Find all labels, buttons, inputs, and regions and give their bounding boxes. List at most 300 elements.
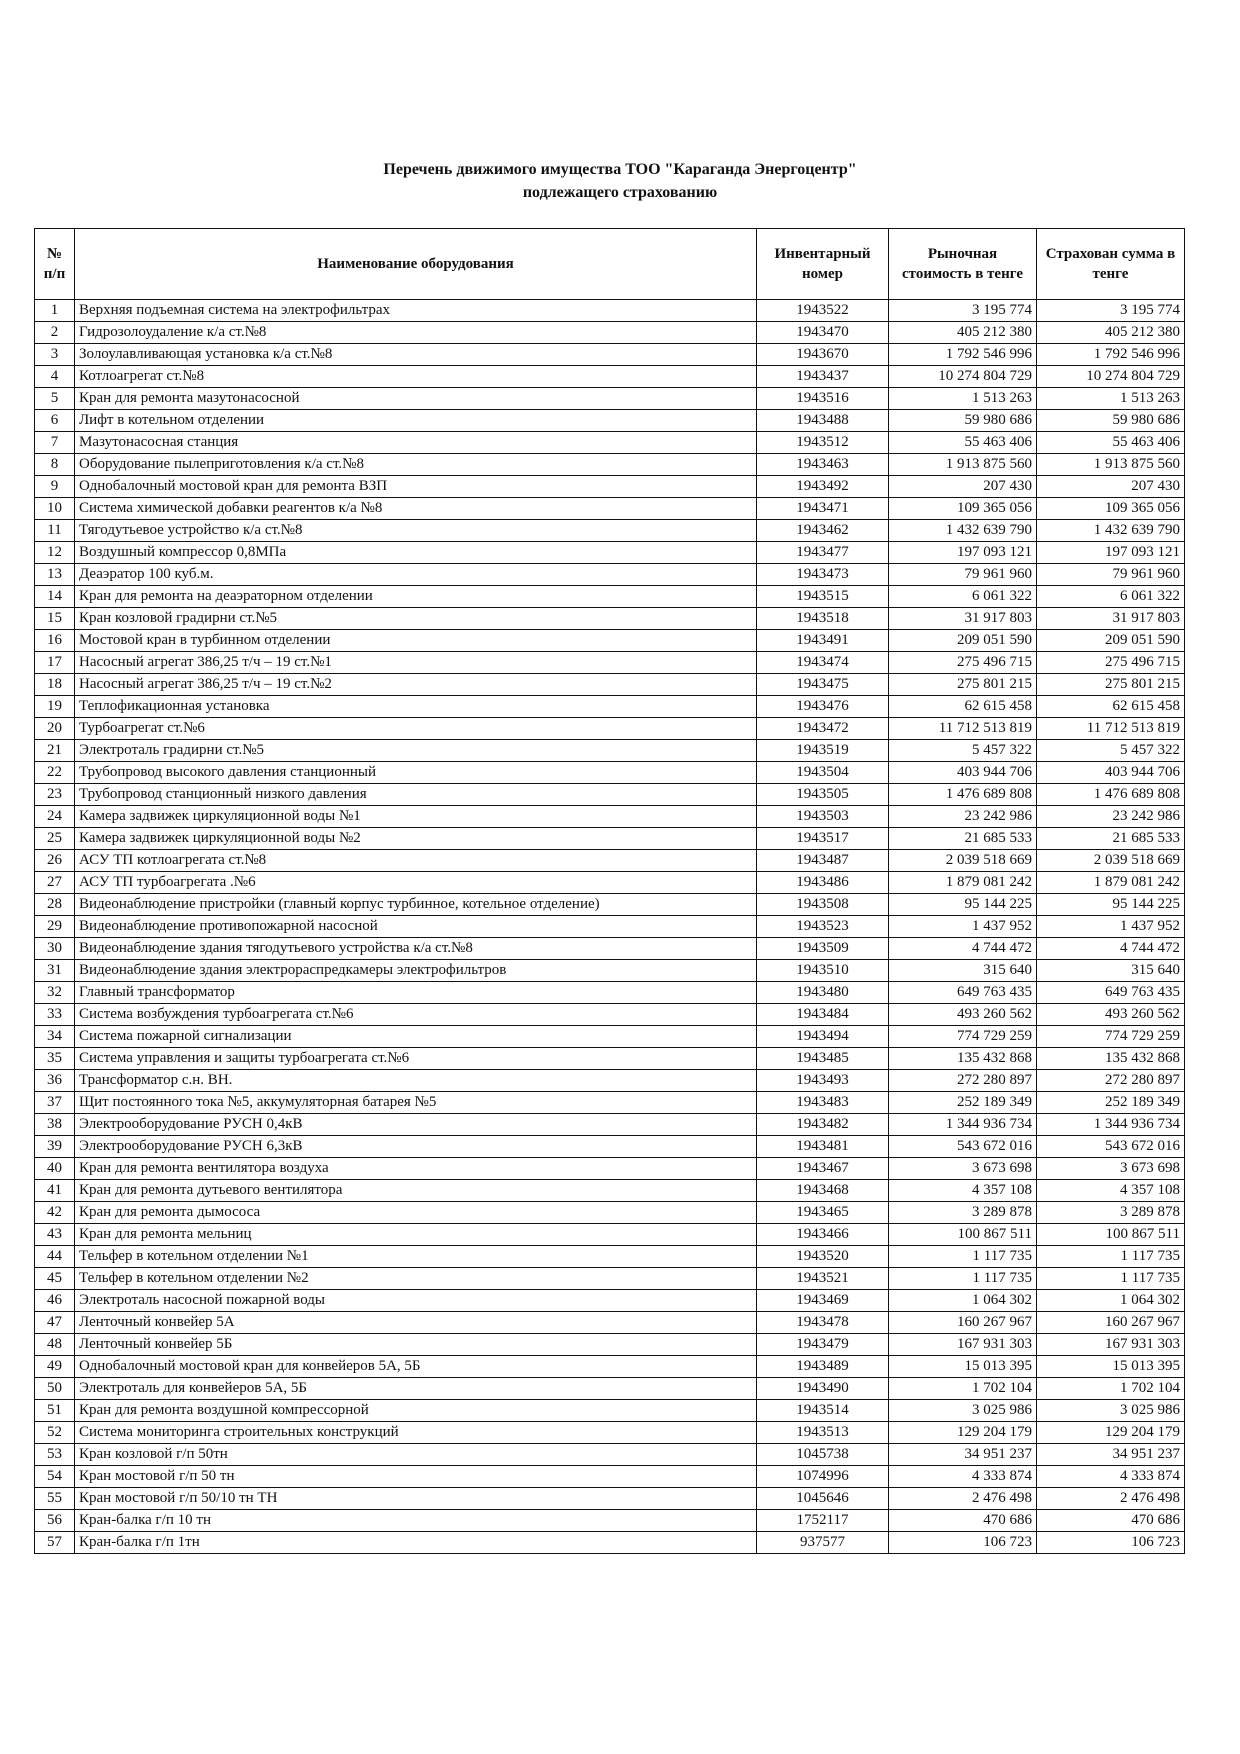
- inventory-number: 1943491: [757, 630, 889, 652]
- insured-sum: 79 961 960: [1037, 564, 1185, 586]
- equipment-name: Ленточный конвейер 5Б: [75, 1334, 757, 1356]
- row-number: 8: [35, 454, 75, 476]
- inventory-number: 937577: [757, 1532, 889, 1554]
- table-header-row: [35, 229, 1185, 300]
- inventory-number: 1943490: [757, 1378, 889, 1400]
- equipment-name: Кран для ремонта дутьевого вентилятора: [75, 1180, 757, 1202]
- market-value: 1 064 302: [889, 1290, 1037, 1312]
- market-value: 197 093 121: [889, 542, 1037, 564]
- market-value: 493 260 562: [889, 1004, 1037, 1026]
- row-number: 3: [35, 344, 75, 366]
- equipment-name: Котлоагрегат ст.№8: [75, 366, 757, 388]
- insured-sum: 59 980 686: [1037, 410, 1185, 432]
- row-number: 25: [35, 828, 75, 850]
- row-number: 7: [35, 432, 75, 454]
- insured-sum: 403 944 706: [1037, 762, 1185, 784]
- inventory-number: 1943485: [757, 1048, 889, 1070]
- market-value: 79 961 960: [889, 564, 1037, 586]
- equipment-name: Теплофикационная установка: [75, 696, 757, 718]
- equipment-name: Кран для ремонта вентилятора воздуха: [75, 1158, 757, 1180]
- equipment-name: Деаэратор 100 куб.м.: [75, 564, 757, 586]
- row-number: 26: [35, 850, 75, 872]
- equipment-name: Кран мостовой г/п 50/10 тн ТН: [75, 1488, 757, 1510]
- inventory-number: 1943522: [757, 300, 889, 322]
- market-value: 160 267 967: [889, 1312, 1037, 1334]
- inventory-number: 1943483: [757, 1092, 889, 1114]
- inventory-number: 1943519: [757, 740, 889, 762]
- market-value: 23 242 986: [889, 806, 1037, 828]
- insured-sum: 31 917 803: [1037, 608, 1185, 630]
- insured-sum: 95 144 225: [1037, 894, 1185, 916]
- inventory-number: 1045646: [757, 1488, 889, 1510]
- inventory-number: 1943475: [757, 674, 889, 696]
- equipment-name: Видеонаблюдение пристройки (главный корпус турбинное, котельное отделение): [75, 894, 757, 916]
- inventory-number: 1943477: [757, 542, 889, 564]
- market-value: 59 980 686: [889, 410, 1037, 432]
- inventory-number: 1943437: [757, 366, 889, 388]
- equipment-name: Кран мостовой г/п 50 тн: [75, 1466, 757, 1488]
- table-row: [35, 344, 1185, 366]
- row-number: 10: [35, 498, 75, 520]
- equipment-name: Электрооборудование РУСН 0,4кВ: [75, 1114, 757, 1136]
- inventory-number: 1943482: [757, 1114, 889, 1136]
- equipment-name: Видеонаблюдение противопожарной насосной: [75, 916, 757, 938]
- market-value: 315 640: [889, 960, 1037, 982]
- header-insured-sum: Страхован сумма в тенге: [1037, 229, 1185, 300]
- table-row: [35, 432, 1185, 454]
- insured-sum: 160 267 967: [1037, 1312, 1185, 1334]
- table-row: [35, 388, 1185, 410]
- equipment-name: Кран для ремонта дымососа: [75, 1202, 757, 1224]
- market-value: 4 333 874: [889, 1466, 1037, 1488]
- row-number: 30: [35, 938, 75, 960]
- table-row: [35, 740, 1185, 762]
- table-row: [35, 1290, 1185, 1312]
- inventory-number: 1943463: [757, 454, 889, 476]
- row-number: 56: [35, 1510, 75, 1532]
- equipment-name: Щит постоянного тока №5, аккумуляторная батарея №5: [75, 1092, 757, 1114]
- market-value: 6 061 322: [889, 586, 1037, 608]
- inventory-number: 1943492: [757, 476, 889, 498]
- market-value: 135 432 868: [889, 1048, 1037, 1070]
- row-number: 33: [35, 1004, 75, 1026]
- table-row: [35, 366, 1185, 388]
- insured-sum: 100 867 511: [1037, 1224, 1185, 1246]
- table-row: [35, 498, 1185, 520]
- title-line-1: Перечень движимого имущества ТОО "Караганда Энергоцентр": [383, 161, 857, 178]
- inventory-number: 1943467: [757, 1158, 889, 1180]
- market-value: 1 792 546 996: [889, 344, 1037, 366]
- insured-sum: 21 685 533: [1037, 828, 1185, 850]
- insured-sum: 1 879 081 242: [1037, 872, 1185, 894]
- row-number: 31: [35, 960, 75, 982]
- table-row: [35, 476, 1185, 498]
- equipment-name: Кран-балка г/п 10 тн: [75, 1510, 757, 1532]
- inventory-number: 1943474: [757, 652, 889, 674]
- inventory-number: 1943510: [757, 960, 889, 982]
- equipment-name: Мазутонасосная станция: [75, 432, 757, 454]
- row-number: 44: [35, 1246, 75, 1268]
- market-value: 62 615 458: [889, 696, 1037, 718]
- market-value: 10 274 804 729: [889, 366, 1037, 388]
- market-value: 95 144 225: [889, 894, 1037, 916]
- row-number: 9: [35, 476, 75, 498]
- market-value: 4 744 472: [889, 938, 1037, 960]
- row-number: 32: [35, 982, 75, 1004]
- table-row: [35, 586, 1185, 608]
- insured-sum: 109 365 056: [1037, 498, 1185, 520]
- row-number: 45: [35, 1268, 75, 1290]
- equipment-name: Электроталь градирни ст.№5: [75, 740, 757, 762]
- insured-sum: 62 615 458: [1037, 696, 1185, 718]
- market-value: 403 944 706: [889, 762, 1037, 784]
- table-row: [35, 1444, 1185, 1466]
- table-row: [35, 1224, 1185, 1246]
- insured-sum: 1 792 546 996: [1037, 344, 1185, 366]
- inventory-number: 1943473: [757, 564, 889, 586]
- market-value: 1 437 952: [889, 916, 1037, 938]
- inventory-number: 1943472: [757, 718, 889, 740]
- row-number: 24: [35, 806, 75, 828]
- insured-sum: 135 432 868: [1037, 1048, 1185, 1070]
- equipment-name: Система управления и защиты турбоагрегата ст.№6: [75, 1048, 757, 1070]
- equipment-name: Турбоагрегат ст.№6: [75, 718, 757, 740]
- market-value: 3 289 878: [889, 1202, 1037, 1224]
- inventory-number: 1943484: [757, 1004, 889, 1026]
- inventory-number: 1943505: [757, 784, 889, 806]
- inventory-number: 1943470: [757, 322, 889, 344]
- table-row: [35, 1312, 1185, 1334]
- equipment-name: Камера задвижек циркуляционной воды №2: [75, 828, 757, 850]
- equipment-name: Кран для ремонта на деаэраторном отделении: [75, 586, 757, 608]
- row-number: 52: [35, 1422, 75, 1444]
- table-row: [35, 784, 1185, 806]
- equipment-name: АСУ ТП котлоагрегата ст.№8: [75, 850, 757, 872]
- market-value: 209 051 590: [889, 630, 1037, 652]
- equipment-name: Трансформатор с.н. ВН.: [75, 1070, 757, 1092]
- market-value: 3 195 774: [889, 300, 1037, 322]
- equipment-name: Кран для ремонта мазутонасосной: [75, 388, 757, 410]
- row-number: 2: [35, 322, 75, 344]
- table-row: [35, 1048, 1185, 1070]
- table-row: [35, 1246, 1185, 1268]
- equipment-name: Система мониторинга строительных конструкций: [75, 1422, 757, 1444]
- insured-sum: 272 280 897: [1037, 1070, 1185, 1092]
- table-row: [35, 1466, 1185, 1488]
- market-value: 5 457 322: [889, 740, 1037, 762]
- insured-sum: 34 951 237: [1037, 1444, 1185, 1466]
- market-value: 1 344 936 734: [889, 1114, 1037, 1136]
- market-value: 774 729 259: [889, 1026, 1037, 1048]
- inventory-number: 1943517: [757, 828, 889, 850]
- row-number: 29: [35, 916, 75, 938]
- market-value: 2 476 498: [889, 1488, 1037, 1510]
- market-value: 129 204 179: [889, 1422, 1037, 1444]
- insured-sum: 1 437 952: [1037, 916, 1185, 938]
- title-line-2: подлежащего страхованию: [522, 184, 718, 201]
- inventory-number: 1943508: [757, 894, 889, 916]
- row-number: 35: [35, 1048, 75, 1070]
- inventory-number: 1943471: [757, 498, 889, 520]
- equipment-name: Тельфер в котельном отделении №1: [75, 1246, 757, 1268]
- equipment-name: Гидрозолоудаление к/а ст.№8: [75, 322, 757, 344]
- table-row: [35, 1158, 1185, 1180]
- row-number: 40: [35, 1158, 75, 1180]
- inventory-number: 1943518: [757, 608, 889, 630]
- equipment-name: Тельфер в котельном отделении №2: [75, 1268, 757, 1290]
- table-row: [35, 1026, 1185, 1048]
- market-value: 21 685 533: [889, 828, 1037, 850]
- insured-sum: 5 457 322: [1037, 740, 1185, 762]
- table-row: [35, 1268, 1185, 1290]
- table-row: [35, 696, 1185, 718]
- table-row: [35, 1202, 1185, 1224]
- inventory-number: 1943493: [757, 1070, 889, 1092]
- table-row: [35, 850, 1185, 872]
- insured-sum: 405 212 380: [1037, 322, 1185, 344]
- inventory-number: 1943503: [757, 806, 889, 828]
- inventory-number: 1943515: [757, 586, 889, 608]
- table-row: [35, 960, 1185, 982]
- market-value: 3 673 698: [889, 1158, 1037, 1180]
- market-value: 1 432 639 790: [889, 520, 1037, 542]
- table-row: [35, 1004, 1185, 1026]
- market-value: 275 496 715: [889, 652, 1037, 674]
- inventory-number: 1943462: [757, 520, 889, 542]
- row-number: 6: [35, 410, 75, 432]
- equipment-name: Электрооборудование РУСН 6,3кВ: [75, 1136, 757, 1158]
- table-row: [35, 300, 1185, 322]
- market-value: 1 513 263: [889, 388, 1037, 410]
- inventory-number: 1943670: [757, 344, 889, 366]
- row-number: 18: [35, 674, 75, 696]
- inventory-number: 1943486: [757, 872, 889, 894]
- row-number: 21: [35, 740, 75, 762]
- equipment-name: Оборудование пылеприготовления к/а ст.№8: [75, 454, 757, 476]
- market-value: 11 712 513 819: [889, 718, 1037, 740]
- inventory-number: 1943513: [757, 1422, 889, 1444]
- insured-sum: 15 013 395: [1037, 1356, 1185, 1378]
- inventory-number: 1943480: [757, 982, 889, 1004]
- inventory-number: 1943466: [757, 1224, 889, 1246]
- table-row: [35, 1180, 1185, 1202]
- market-value: 207 430: [889, 476, 1037, 498]
- table-row: [35, 520, 1185, 542]
- inventory-number: 1943468: [757, 1180, 889, 1202]
- inventory-number: 1045738: [757, 1444, 889, 1466]
- inventory-number: 1943514: [757, 1400, 889, 1422]
- insured-sum: 470 686: [1037, 1510, 1185, 1532]
- equipment-name: Однобалочный мостовой кран для конвейеров 5А, 5Б: [75, 1356, 757, 1378]
- table-row: [35, 938, 1185, 960]
- inventory-number: 1943469: [757, 1290, 889, 1312]
- equipment-name: Однобалочный мостовой кран для ремонта ВЗП: [75, 476, 757, 498]
- insured-sum: 1 476 689 808: [1037, 784, 1185, 806]
- table-row: [35, 630, 1185, 652]
- inventory-number: 1943476: [757, 696, 889, 718]
- market-value: 470 686: [889, 1510, 1037, 1532]
- header-num: № п/п: [35, 229, 75, 300]
- market-value: 543 672 016: [889, 1136, 1037, 1158]
- row-number: 12: [35, 542, 75, 564]
- table-row: [35, 1378, 1185, 1400]
- equipment-name: Насосный агрегат 386,25 т/ч – 19 ст.№2: [75, 674, 757, 696]
- equipment-name: Воздушный компрессор 0,8МПа: [75, 542, 757, 564]
- insured-sum: 106 723: [1037, 1532, 1185, 1554]
- row-number: 13: [35, 564, 75, 586]
- equipment-name: Электроталь для конвейеров 5А, 5Б: [75, 1378, 757, 1400]
- insured-sum: 209 051 590: [1037, 630, 1185, 652]
- market-value: 15 013 395: [889, 1356, 1037, 1378]
- table-row: [35, 872, 1185, 894]
- market-value: 106 723: [889, 1532, 1037, 1554]
- table-row: [35, 608, 1185, 630]
- market-value: 31 917 803: [889, 608, 1037, 630]
- row-number: 1: [35, 300, 75, 322]
- market-value: 252 189 349: [889, 1092, 1037, 1114]
- equipment-name: Лифт в котельном отделении: [75, 410, 757, 432]
- row-number: 47: [35, 1312, 75, 1334]
- equipment-name: Трубопровод высокого давления станционный: [75, 762, 757, 784]
- table-row: [35, 564, 1185, 586]
- insured-sum: 1 913 875 560: [1037, 454, 1185, 476]
- insured-sum: 10 274 804 729: [1037, 366, 1185, 388]
- market-value: 405 212 380: [889, 322, 1037, 344]
- inventory-number: 1943487: [757, 850, 889, 872]
- table-row: [35, 916, 1185, 938]
- insured-sum: 129 204 179: [1037, 1422, 1185, 1444]
- insured-sum: 275 496 715: [1037, 652, 1185, 674]
- row-number: 34: [35, 1026, 75, 1048]
- row-number: 17: [35, 652, 75, 674]
- table-row: [35, 1532, 1185, 1554]
- table-row: [35, 542, 1185, 564]
- table-row: [35, 982, 1185, 1004]
- row-number: 20: [35, 718, 75, 740]
- equipment-name: Мостовой кран в турбинном отделении: [75, 630, 757, 652]
- table-row: [35, 806, 1185, 828]
- inventory-number: 1943494: [757, 1026, 889, 1048]
- market-value: 4 357 108: [889, 1180, 1037, 1202]
- equipment-name: Кран для ремонта мельниц: [75, 1224, 757, 1246]
- row-number: 4: [35, 366, 75, 388]
- market-value: 649 763 435: [889, 982, 1037, 1004]
- insured-sum: 23 242 986: [1037, 806, 1185, 828]
- row-number: 37: [35, 1092, 75, 1114]
- insured-sum: 493 260 562: [1037, 1004, 1185, 1026]
- inventory-number: 1943478: [757, 1312, 889, 1334]
- table-row: [35, 1510, 1185, 1532]
- insured-sum: 774 729 259: [1037, 1026, 1185, 1048]
- market-value: 167 931 303: [889, 1334, 1037, 1356]
- row-number: 23: [35, 784, 75, 806]
- inventory-number: 1943509: [757, 938, 889, 960]
- table-row: [35, 762, 1185, 784]
- insured-sum: 1 117 735: [1037, 1268, 1185, 1290]
- row-number: 14: [35, 586, 75, 608]
- row-number: 11: [35, 520, 75, 542]
- table-row: [35, 1400, 1185, 1422]
- row-number: 22: [35, 762, 75, 784]
- row-number: 43: [35, 1224, 75, 1246]
- market-value: 275 801 215: [889, 674, 1037, 696]
- table-row: [35, 1356, 1185, 1378]
- equipment-name: Верхняя подъемная система на электрофильтрах: [75, 300, 757, 322]
- table-row: [35, 410, 1185, 432]
- row-number: 19: [35, 696, 75, 718]
- market-value: 3 025 986: [889, 1400, 1037, 1422]
- row-number: 53: [35, 1444, 75, 1466]
- table-row: [35, 652, 1185, 674]
- equipment-name: Насосный агрегат 386,25 т/ч – 19 ст.№1: [75, 652, 757, 674]
- insured-sum: 3 195 774: [1037, 300, 1185, 322]
- market-value: 1 879 081 242: [889, 872, 1037, 894]
- row-number: 46: [35, 1290, 75, 1312]
- table-body: [35, 300, 1185, 1554]
- row-number: 41: [35, 1180, 75, 1202]
- market-value: 1 702 104: [889, 1378, 1037, 1400]
- table-row: [35, 1422, 1185, 1444]
- inventory-number: 1943504: [757, 762, 889, 784]
- insured-sum: 2 476 498: [1037, 1488, 1185, 1510]
- insured-sum: 4 744 472: [1037, 938, 1185, 960]
- equipment-name: Система химической добавки реагентов к/а №8: [75, 498, 757, 520]
- equipment-name: Система пожарной сигнализации: [75, 1026, 757, 1048]
- row-number: 5: [35, 388, 75, 410]
- inventory-number: 1752117: [757, 1510, 889, 1532]
- header-market-value: Рыночная стоимость в тенге: [889, 229, 1037, 300]
- insured-sum: 1 702 104: [1037, 1378, 1185, 1400]
- insured-sum: 275 801 215: [1037, 674, 1185, 696]
- table-row: [35, 894, 1185, 916]
- inventory-number: 1943512: [757, 432, 889, 454]
- market-value: 55 463 406: [889, 432, 1037, 454]
- row-number: 36: [35, 1070, 75, 1092]
- inventory-number: 1943488: [757, 410, 889, 432]
- insured-sum: 3 673 698: [1037, 1158, 1185, 1180]
- inventory-number: 1943481: [757, 1136, 889, 1158]
- insured-sum: 1 432 639 790: [1037, 520, 1185, 542]
- row-number: 16: [35, 630, 75, 652]
- row-number: 57: [35, 1532, 75, 1554]
- insured-sum: 649 763 435: [1037, 982, 1185, 1004]
- market-value: 1 117 735: [889, 1268, 1037, 1290]
- row-number: 38: [35, 1114, 75, 1136]
- market-value: 100 867 511: [889, 1224, 1037, 1246]
- insured-sum: 252 189 349: [1037, 1092, 1185, 1114]
- market-value: 1 476 689 808: [889, 784, 1037, 806]
- row-number: 39: [35, 1136, 75, 1158]
- insured-sum: 6 061 322: [1037, 586, 1185, 608]
- inventory-number: 1943479: [757, 1334, 889, 1356]
- table-row: [35, 1070, 1185, 1092]
- table-row: [35, 1334, 1185, 1356]
- document-title: [0, 158, 1240, 204]
- insured-sum: 4 357 108: [1037, 1180, 1185, 1202]
- property-table: [34, 228, 1185, 1554]
- insured-sum: 2 039 518 669: [1037, 850, 1185, 872]
- inventory-number: 1943520: [757, 1246, 889, 1268]
- inventory-number: 1943465: [757, 1202, 889, 1224]
- inventory-number: 1943521: [757, 1268, 889, 1290]
- inventory-number: 1074996: [757, 1466, 889, 1488]
- table-row: [35, 322, 1185, 344]
- equipment-name: Кран козловой г/п 50тн: [75, 1444, 757, 1466]
- insured-sum: 315 640: [1037, 960, 1185, 982]
- inventory-number: 1943523: [757, 916, 889, 938]
- equipment-name: Трубопровод станционный низкого давления: [75, 784, 757, 806]
- market-value: 1 117 735: [889, 1246, 1037, 1268]
